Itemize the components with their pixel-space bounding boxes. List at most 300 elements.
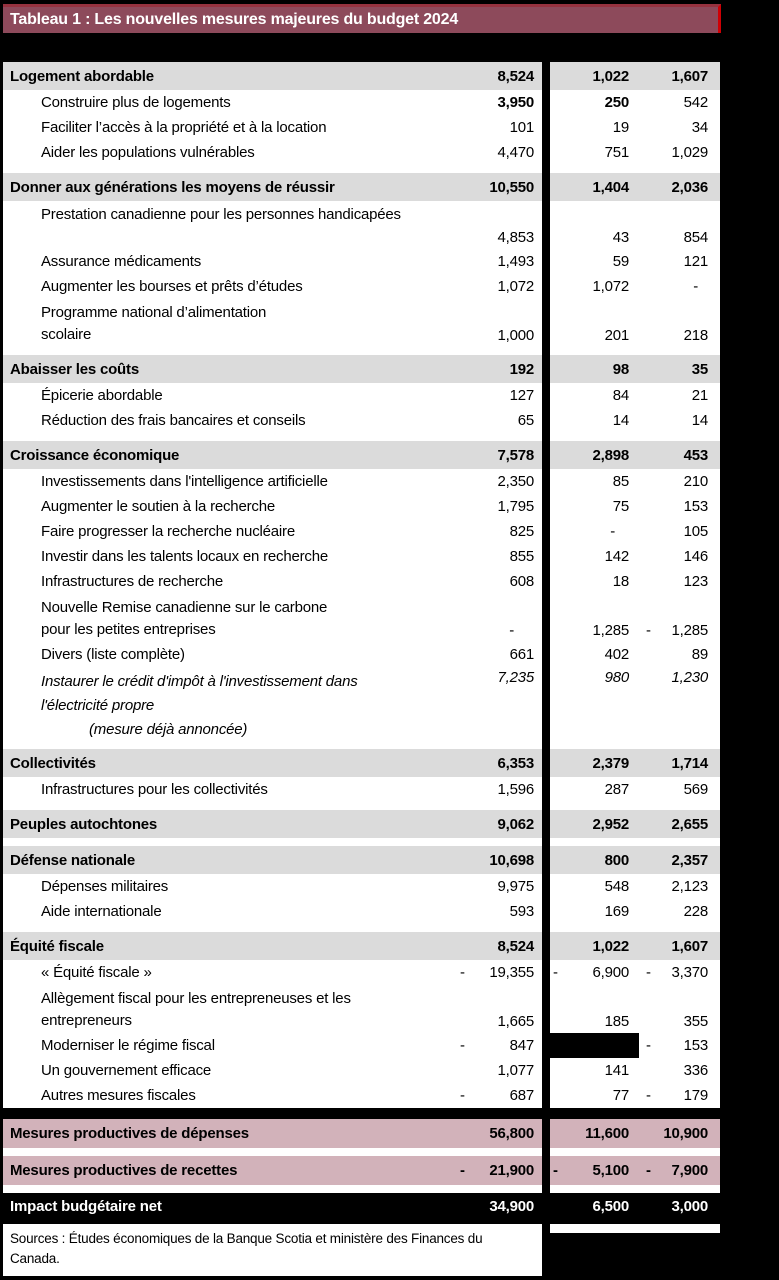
row-label-text: Augmenter le soutien à la recherche [41,498,275,515]
row-label-text: Moderniser le régime fiscal [41,1037,215,1054]
value-col1 [430,469,542,494]
column-gutter [542,642,550,667]
sub-row [3,494,720,519]
column-gutter [542,960,550,985]
value-text: 121 [683,253,708,270]
value-text: 2,898 [592,446,629,464]
value-col3 [634,777,720,802]
column-gutter [542,90,550,115]
row-right [550,90,720,115]
value-col2 [550,846,634,874]
spacer-left [3,1148,542,1156]
value-col3 [634,569,720,594]
value-text: 179 [683,1087,708,1104]
sub-row [3,274,720,299]
spacer-left [3,165,542,173]
row-right [550,383,720,408]
minus-sign: - [646,1037,651,1054]
column-gutter [542,1058,550,1083]
table-title: Tableau 1 : Les nouvelles mesures majeures du budget 2024 [10,11,459,28]
spacer-left [3,1108,542,1119]
value-col2 [550,441,634,469]
column-gutter [542,924,550,932]
column-gutter [542,1148,550,1156]
value-col3 [634,810,720,838]
value-col2 [550,1193,634,1220]
sub-row [3,383,720,408]
row-left [3,90,542,115]
value-text: 84 [612,387,629,404]
value-text: 608 [509,573,534,590]
row-label-line: Prestation canadienne pour les personnes handicapées [41,206,401,223]
value-text: 21,900 [489,1162,534,1179]
sub-row [3,960,720,985]
total-row [3,1119,720,1148]
row-label-text: Réduction des frais bancaires et conseils [41,412,306,429]
column-gutter [542,173,550,201]
value-text: 1,607 [671,67,708,85]
value-text: 336 [683,1062,708,1079]
value-col3 [634,874,720,899]
row-right [550,173,720,201]
value-col3 [634,1193,720,1220]
value-text: 1,714 [671,754,708,772]
value-col1 [430,960,542,985]
value-col2 [550,1058,634,1083]
sub-row [3,1058,720,1083]
column-gutter [542,62,550,90]
row-label [3,274,430,299]
spacer-row [3,1108,720,1119]
row-label [3,1156,430,1185]
bottom-right-redaction [550,1224,720,1276]
value-col1 [430,1083,542,1108]
spacer-left [3,741,542,749]
row-label-text: Collectivités [10,754,96,772]
sub-row [3,874,720,899]
value-col3 [634,544,720,569]
value-text: 153 [683,1037,708,1054]
column-gutter [542,1185,550,1193]
value-text: 101 [509,119,534,136]
value-col1 [430,274,542,299]
sub-row [3,1083,720,1108]
value-col1 [430,846,542,874]
value-text: 210 [683,473,708,490]
column-gutter [542,494,550,519]
value-col2 [550,810,634,838]
value-col1 [430,173,542,201]
row-label-text: « Équité fiscale » [41,964,152,981]
column-gutter [542,667,550,741]
row-left [3,544,542,569]
value-text: 355 [683,1013,708,1030]
value-text: 201 [604,327,629,344]
value-col3 [634,469,720,494]
value-text: 153 [683,498,708,515]
row-label-text: Augmenter les bourses et prêts d’études [41,278,303,295]
value-text: 1,285 [671,622,708,639]
value-col3 [634,846,720,874]
value-text: 800 [604,851,629,869]
value-text: 542 [683,94,708,111]
value-text: 1,285 [592,622,629,639]
value-text: 7,578 [497,446,534,464]
row-right [550,274,720,299]
row-label-text: Abaisser les coûts [10,360,139,378]
row-left [3,1033,542,1058]
value-col1 [430,519,542,544]
value-text: 287 [604,781,629,798]
row-label-line: pour les petites entreprises [41,621,216,638]
value-col3 [634,299,720,347]
column-gutter [542,1108,550,1119]
value-text: 10,698 [489,851,534,869]
column-gutter [542,544,550,569]
minus-sign: - [646,964,651,981]
value-col3 [634,642,720,667]
value-col3 [634,1156,720,1185]
value-text: 59 [612,253,629,270]
column-gutter [542,741,550,749]
value-text: 453 [683,446,708,464]
column-gutter [542,519,550,544]
value-text: 2,952 [592,815,629,833]
column-gutter [542,469,550,494]
value-text: 3,950 [497,94,534,111]
column-gutter [542,846,550,874]
sub-row [3,777,720,802]
row-right [550,874,720,899]
value-col3 [634,1033,720,1058]
row-right [550,667,720,741]
row-right [550,642,720,667]
row-left [3,115,542,140]
row-right [550,594,720,642]
sub-row [3,569,720,594]
column-gutter [542,299,550,347]
value-text: 77 [612,1087,629,1104]
section-row [3,355,720,383]
column-gutter [542,1156,550,1185]
value-col3 [634,408,720,433]
value-text: - [509,622,514,639]
spacer-left [3,924,542,932]
value-col1 [430,90,542,115]
row-label [3,494,430,519]
value-text: 1,596 [497,781,534,798]
value-text: 169 [604,903,629,920]
column-gutter [542,408,550,433]
column-gutter [542,838,550,846]
value-text: 6,353 [497,754,534,772]
row-left [3,1058,542,1083]
value-text: 1,072 [497,278,534,295]
row-left [3,899,542,924]
spacer-right [550,924,720,932]
value-col2 [550,569,634,594]
value-col3 [634,1058,720,1083]
row-label [3,642,430,667]
sub-row [3,469,720,494]
row-label-text: Équité fiscale [10,937,104,955]
column-gutter [542,115,550,140]
white-strip [550,1224,720,1233]
row-label-line: Instaurer le crédit d'impôt à l'investissement dans [41,673,358,690]
sub-row [3,594,720,642]
value-col1 [430,569,542,594]
spacer-row [3,838,720,846]
value-col1 [430,749,542,777]
column-gutter [542,165,550,173]
value-text: 185 [604,1013,629,1030]
sub-row [3,299,720,347]
value-col3 [634,140,720,165]
row-label [3,810,430,838]
sub-row [3,201,720,249]
value-col2 [550,1119,634,1148]
row-label-text: Mesures productives de recettes [10,1162,238,1179]
value-col1 [430,494,542,519]
value-col2 [550,985,634,1033]
spacer-left [3,347,542,355]
value-text: 593 [509,903,534,920]
value-text: 569 [683,781,708,798]
column-gutter [542,749,550,777]
row-label-text: Divers (liste complète) [41,646,185,663]
row-label [3,985,430,1033]
value-text: 65 [517,412,534,429]
value-col2 [550,274,634,299]
row-right [550,140,720,165]
minus-sign: - [646,1087,651,1104]
value-col1 [430,1119,542,1148]
total-row [3,1156,720,1185]
value-col3 [634,932,720,960]
value-text: 43 [612,229,629,246]
value-text: 146 [683,548,708,565]
section-row [3,441,720,469]
row-left [3,519,542,544]
row-label [3,355,430,383]
value-text: 2,379 [592,754,629,772]
table-title-bar [3,4,721,33]
value-text: 98 [612,360,629,378]
column-gutter [542,932,550,960]
value-text: 1,022 [592,937,629,955]
value-col2 [550,408,634,433]
minus-sign: - [646,622,651,639]
value-col2 [550,642,634,667]
spacer-right [550,433,720,441]
row-left [3,355,542,383]
value-text: 687 [509,1087,534,1104]
row-right [550,408,720,433]
row-label [3,1058,430,1083]
row-label [3,249,430,274]
row-label-text: Peuples autochtones [10,815,158,833]
value-col2 [550,899,634,924]
spacer-row [3,347,720,355]
value-text: 980 [604,669,629,686]
sub-row [3,115,720,140]
column-gutter [542,1119,550,1148]
value-col3 [634,355,720,383]
row-right [550,899,720,924]
sub-row [3,249,720,274]
column-gutter [542,274,550,299]
value-text: 402 [604,646,629,663]
row-label-text: Infrastructures de recherche [41,573,223,590]
sub-row [3,90,720,115]
redacted-cell [550,1033,634,1058]
value-col2 [550,494,634,519]
row-right [550,1033,720,1058]
value-col2 [550,667,634,741]
value-text: 218 [683,327,708,344]
sub-row [3,985,720,1033]
column-gutter [542,441,550,469]
column-gutter [542,985,550,1033]
value-text: 825 [509,523,534,540]
row-label-line: scolaire [41,326,92,343]
sources-line2: Canada. [10,1251,60,1266]
value-text: 847 [509,1037,534,1054]
value-text: 14 [691,412,708,429]
spacer-left [3,838,542,846]
value-text: 123 [683,573,708,590]
value-text: 9,975 [497,878,534,895]
row-right [550,201,720,249]
budget-table [3,62,721,1220]
minus-sign: - [460,1037,465,1054]
value-text: 1,230 [671,669,708,686]
row-label [3,544,430,569]
row-label [3,874,430,899]
row-label [3,569,430,594]
value-col1 [430,874,542,899]
value-col1 [430,777,542,802]
row-label [3,1033,430,1058]
value-text: 56,800 [489,1125,534,1142]
value-col2 [550,519,634,544]
value-col1 [430,1156,542,1185]
section-row [3,62,720,90]
minus-sign: - [553,964,558,981]
value-text: 1,665 [497,1013,534,1030]
value-col1 [430,642,542,667]
value-col1 [430,355,542,383]
spacer-row [3,1185,720,1193]
row-label-text: Faire progresser la recherche nucléaire [41,523,295,540]
row-right [550,960,720,985]
column-gutter [542,874,550,899]
value-text: 10,900 [663,1125,708,1142]
section-row [3,932,720,960]
row-right [550,1156,720,1185]
row-right [550,1083,720,1108]
row-label [3,115,430,140]
value-col2 [550,594,634,642]
value-text: 855 [509,548,534,565]
row-left [3,62,542,90]
column-gutter [542,777,550,802]
value-col3 [634,90,720,115]
row-label [3,469,430,494]
value-col3 [634,749,720,777]
value-text: 6,900 [592,964,629,981]
value-text: 7,900 [671,1162,708,1179]
row-right [550,355,720,383]
row-right [550,1119,720,1148]
row-label-line: (mesure déjà annoncée) [89,721,248,738]
value-col3 [634,441,720,469]
value-text: 89 [691,646,708,663]
row-label-text: Impact budgétaire net [10,1198,162,1215]
spacer-right [550,1185,720,1193]
column-gutter [542,347,550,355]
impact-row [3,1193,720,1220]
value-text: 18 [612,573,629,590]
row-right [550,932,720,960]
row-label [3,749,430,777]
row-right [550,249,720,274]
row-label-text: Logement abordable [10,67,154,85]
row-left [3,1156,542,1185]
value-col1 [430,932,542,960]
value-col2 [550,1083,634,1108]
row-label [3,90,430,115]
column-gutter [542,1033,550,1058]
value-col1 [430,1193,542,1220]
spacer-right [550,1108,720,1119]
row-label-line: Nouvelle Remise canadienne sur le carbone [41,599,328,616]
row-left [3,441,542,469]
value-text: - [610,523,615,540]
row-left [3,810,542,838]
value-text: 548 [604,878,629,895]
value-text: 10,550 [489,178,534,196]
sub-row [3,899,720,924]
value-col3 [634,115,720,140]
value-col1 [430,299,542,347]
row-label-text: Autres mesures fiscales [41,1087,196,1104]
value-col1 [430,985,542,1033]
value-col3 [634,494,720,519]
section-row [3,846,720,874]
value-text: 34 [691,119,708,136]
row-label-line: entrepreneurs [41,1012,132,1029]
row-left [3,494,542,519]
value-col1 [430,62,542,90]
value-col3 [634,667,720,741]
row-left [3,249,542,274]
row-left [3,140,542,165]
value-col3 [634,594,720,642]
column-gutter [542,810,550,838]
value-col2 [550,173,634,201]
value-col1 [430,201,542,249]
spacer-row [3,1148,720,1156]
spacer-left [3,1185,542,1193]
row-label [3,594,430,642]
row-label [3,173,430,201]
section-row [3,810,720,838]
row-label [3,62,430,90]
value-text: 85 [612,473,629,490]
spacer-left [3,433,542,441]
row-left [3,749,542,777]
